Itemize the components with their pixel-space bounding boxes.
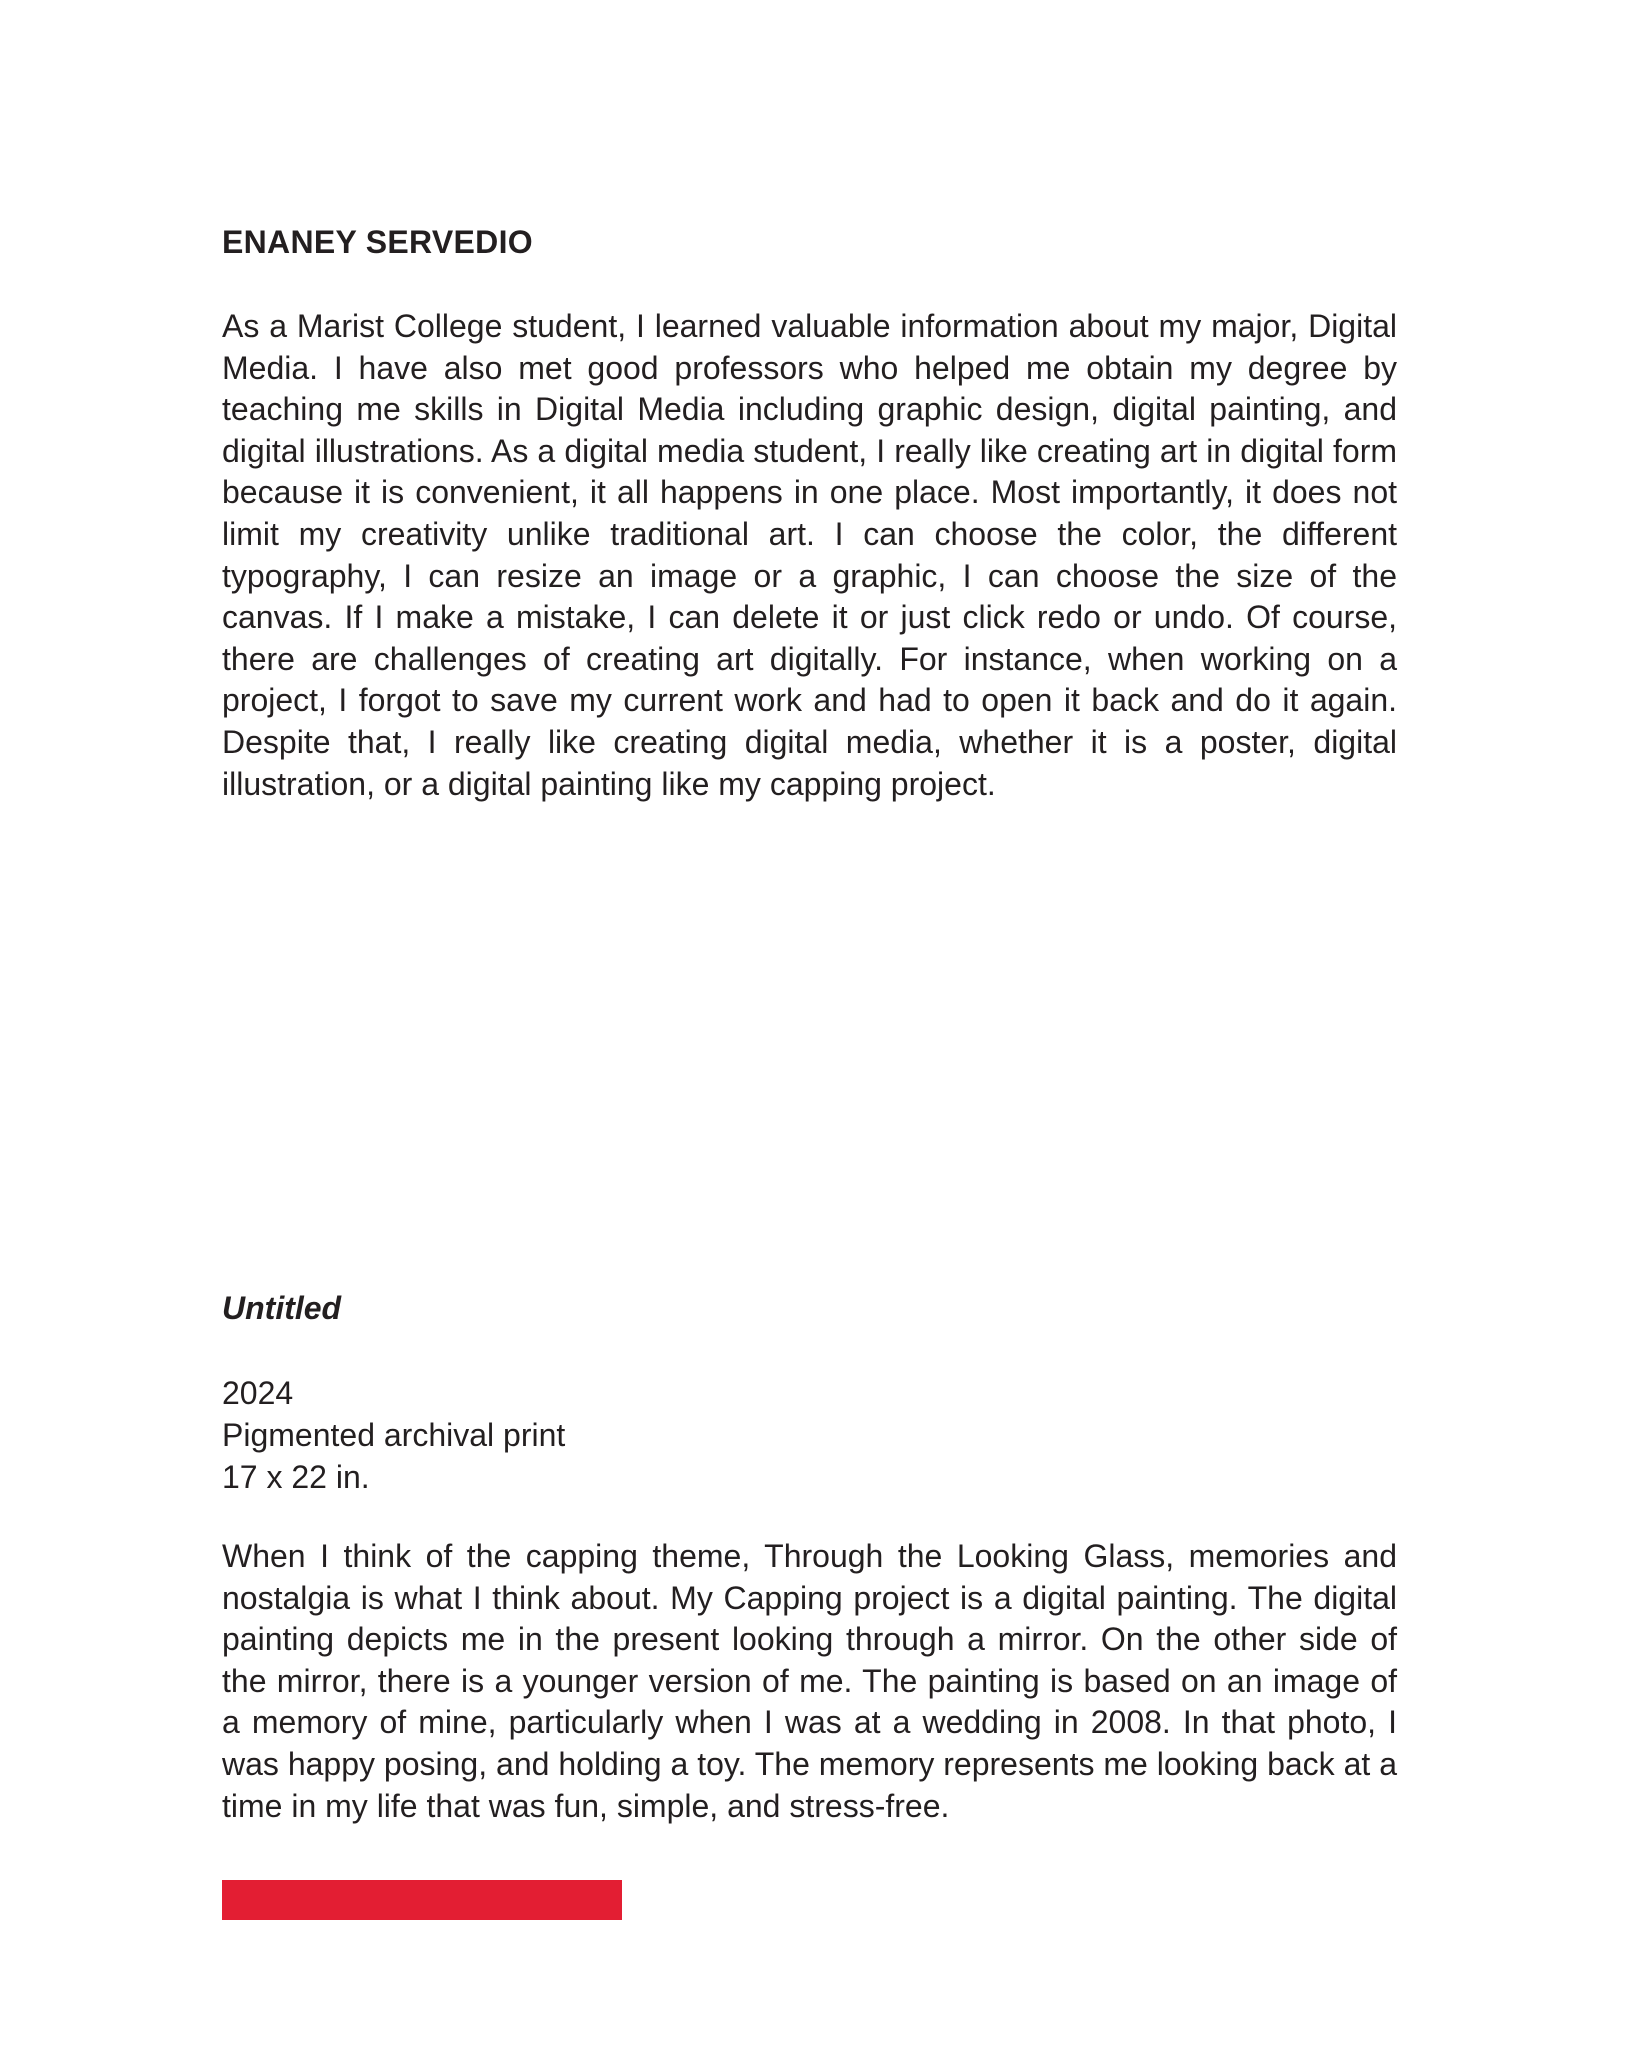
work-title: Untitled <box>222 1290 342 1326</box>
work-year: 2024 <box>222 1375 294 1411</box>
work-dimensions: 17 x 22 in. <box>222 1459 370 1495</box>
work-details <box>222 1372 565 1498</box>
red-accent-bar <box>222 1880 622 1920</box>
work-medium: Pigmented archival print <box>222 1417 566 1453</box>
artist-statement: When I think of the capping theme, Through the Looking Glass, memories and nostalgia is what I think about. My Capping project is a digital painting. The digital painting depicts me in the present looking through a mirror. On the other side of the mirror, there is a younger version of me. The painting is based on an image of a memory of mine, particularly when I was at a wedding in 2008. In that photo, I was happy posing, and holding a toy. The memory represents me looking back at a time in my life that was fun, simple, and stress-free. <box>222 1538 1397 1824</box>
artist-bio: As a Marist College student, I learned valuable information about my major, Digital Media. I have also met good professors who helped me obtain my degree by teaching me skills in Digital Media including graphic design, digital painting, and digital illustrations. As a digital media student, I really like creating art in digital form because it is convenient, it all happens in one place. Most importantly, it does not limit my creativity unlike traditional art. I can choose the color, the different typography, I can resize an image or a graphic, I can choose the size of the canvas. If I make a mistake, I can delete it or just click redo or undo. Of course, there are challenges of creating art digitally. For instance, when working on a project, I forgot to save my current work and had to open it back and do it again. Despite that, I really like creating digital media, whether it is a poster, digital illustration, or a digital painting like my capping project. <box>222 308 1397 802</box>
author-name: ENANEY SERVEDIO <box>222 224 533 260</box>
